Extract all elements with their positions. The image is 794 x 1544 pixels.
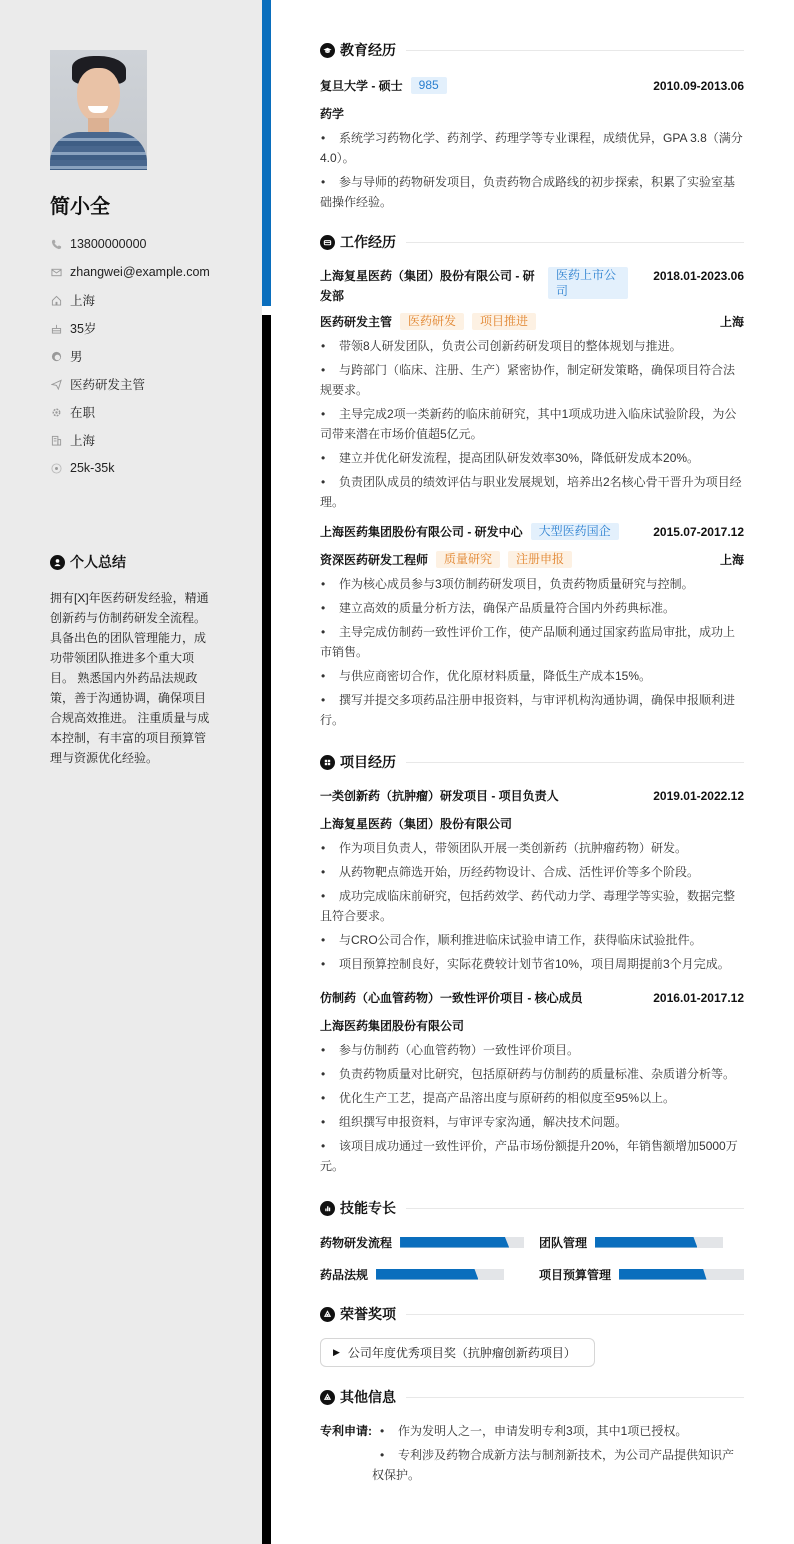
list-item: • 系统学习药物化学、药剂学、药理学等专业课程，成绩优异，GPA 3.8（满分4.0）。 [320,128,744,168]
info-city: 上海 [50,426,210,454]
home-icon [50,294,62,306]
list-item: • 负责团队成员的绩效评估与职业发展规划，培养出2名核心骨干晋升为项目经理。 [320,472,744,512]
caret-right-icon: ▶ [333,1347,340,1357]
info-salary: 25k-35k [50,454,210,482]
summary-text: 拥有[X]年医药研发经验，精通创新药与仿制药研发全流程。具备出色的团队管理能力，成功带领团队推进多个重大项目。 熟悉国内外药品法规政策，善于沟通协调，确保项目合规高效推进。 注重质量与成本控制，有丰富的项目预算管理与资源优化经验。 [50,591,210,765]
award-icon [320,1307,335,1322]
projects-heading: 项目经历 [320,750,744,774]
phone-icon [50,238,62,250]
main-content [320,38,744,1489]
company-tag: 大型医药国企 [531,523,619,540]
info-home: 上海 [50,286,210,314]
education-item [320,76,744,212]
info-phone: 13800000000 [50,230,210,258]
work-heading: 工作经历 [320,230,744,254]
skill-item: 药品法规 [320,1264,525,1284]
info-gender: 男 [50,342,210,370]
salary-icon [50,462,62,474]
skill-bar [619,1269,744,1280]
gender-icon [50,350,62,362]
role-tag: 医药研发 [400,313,464,330]
briefcase-icon [320,235,335,250]
work-item [320,522,744,730]
project-company: 上海复星医药（集团）股份有限公司 [320,817,513,831]
list-item: • 参与仿制药（心血管药物）一致性评价项目。 [320,1040,744,1060]
list-item: • 优化生产工艺，提高产品溶出度与原研药的相似度至95%以上。 [320,1088,744,1108]
education-date: 2010.09-2013.06 [653,79,744,93]
list-item: • 主导完成2项一类新药的临床前研究，其中1项成功进入临床试验阶段，为公司带来潜在市场价值超5亿元。 [320,404,744,444]
accent-bar-blue [262,0,271,306]
info-status: 在职 [50,398,210,426]
bar-chart-icon [320,1201,335,1216]
major: 药学 [320,107,345,121]
info-age: 35岁 [50,314,210,342]
work-date: 2018.01-2023.06 [653,269,744,283]
skill-bar [595,1237,723,1248]
company-name: 上海复星医药（集团）股份有限公司 - 研发部 [320,269,535,303]
list-item: • 成功完成临床前研究，包括药效学、药代动力学、毒理学等实验，数据完整且符合要求。 [320,886,744,926]
company-name: 上海医药集团股份有限公司 - 研发中心 [320,525,523,539]
role-tag: 项目推进 [472,313,536,330]
project-item [320,786,744,974]
mail-icon [50,266,62,278]
other-heading: 其他信息 [320,1385,744,1409]
user-icon [50,555,65,570]
building-icon [50,434,62,446]
school-tag: 985 [411,77,447,94]
list-item: • 从药物靶点筛选开始，历经药物设计、合成、活性评价等多个阶段。 [320,862,744,882]
avatar-photo [50,50,147,170]
list-item: • 参与导师的药物研发项目，负责药物合成路线的初步探索，积累了实验室基础操作经验。 [320,172,744,212]
grid-icon [320,755,335,770]
project-date: 2019.01-2022.12 [653,789,744,803]
work-item [320,266,744,512]
project-company: 上海医药集团股份有限公司 [320,1019,465,1033]
work-date: 2015.07-2017.12 [653,525,744,539]
list-item: • 建立高效的质量分析方法，确保产品质量符合国内外药典标准。 [320,598,744,618]
info-position: 医药研发主管 [50,370,210,398]
project-date: 2016.01-2017.12 [653,991,744,1005]
list-item: • 作为发明人之一，申请发明专利3项，其中1项已授权。 [372,1421,744,1441]
list-item: • 该项目成功通过一致性评价，产品市场份额提升20%，年销售额增加5000万元。 [320,1136,744,1176]
skills-grid [320,1232,744,1284]
award-item[interactable]: ▶ 公司年度优秀项目奖（抗肿瘤创新药项目） [320,1338,595,1367]
work-location: 上海 [719,315,744,329]
role-tag: 质量研究 [436,551,500,568]
list-item: • 与CRO公司合作，顺利推进临床试验申请工作，获得临床试验批件。 [320,930,744,950]
education-heading: 教育经历 [320,38,744,62]
role-title: 资深医药研发工程师 [320,553,429,567]
list-item: • 专利涉及药物合成新方法与制剂新技术，为公司产品提供知识产权保护。 [372,1445,744,1485]
list-item: • 作为项目负责人，带领团队开展一类创新药（抗肿瘤药物）研发。 [320,838,744,858]
profile-name: 简小全 [50,196,110,218]
skill-item: 项目预算管理 [539,1264,744,1284]
contact-info-list [50,230,210,482]
list-item: • 负责药物质量对比研究，包括原研药与仿制药的质量标准、杂质谱分析等。 [320,1064,744,1084]
role-tag: 注册申报 [508,551,572,568]
project-name: 一类创新药（抗肿瘤）研发项目 - 项目负责人 [320,789,559,803]
info-icon [320,1390,335,1405]
skill-item: 药物研发流程 [320,1232,525,1252]
list-item: • 与跨部门（临床、注册、生产）紧密协作，制定研发策略，确保项目符合法规要求。 [320,360,744,400]
list-item: • 项目预算控制良好，实际花费较计划节省10%，项目周期提前3个月完成。 [320,954,744,974]
graduation-cap-icon [320,43,335,58]
accent-bar-black [262,315,271,1544]
project-item [320,988,744,1176]
patent-info [320,1421,744,1489]
skill-bar [376,1269,504,1280]
skill-bar [400,1237,524,1248]
skills-heading: 技能专长 [320,1196,744,1220]
school-name: 复旦大学 - 硕士 [320,79,403,93]
awards-heading: 荣誉奖项 [320,1302,744,1326]
project-name: 仿制药（心血管药物）一致性评价项目 - 核心成员 [320,991,583,1005]
list-item: • 作为核心成员参与3项仿制药研发项目，负责药物质量研究与控制。 [320,574,744,594]
work-location: 上海 [719,553,744,567]
company-tag: 医药上市公司 [548,267,628,299]
patent-label: 专利申请: [320,1424,372,1438]
skill-item: 团队管理 [539,1232,744,1252]
send-icon [50,378,62,390]
list-item: • 建立并优化研发流程，提高团队研发效率30%，降低研发成本20%。 [320,448,744,468]
list-item: • 撰写并提交多项药品注册申报资料，与审评机构沟通协调，确保申报顺利进行。 [320,690,744,730]
list-item: • 带领8人研发团队，负责公司创新药研发项目的整体规划与推进。 [320,336,744,356]
summary-heading: 个人总结 [50,552,126,572]
status-icon [50,406,62,418]
info-email: zhangwei@example.com [50,258,210,286]
list-item: • 组织撰写申报资料，与审评专家沟通，解决技术问题。 [320,1112,744,1132]
role-title: 医药研发主管 [320,315,393,329]
list-item: • 主导完成仿制药一致性评价工作，使产品顺利通过国家药监局审批，成功上市销售。 [320,622,744,662]
cake-icon [50,322,62,334]
list-item: • 与供应商密切合作，优化原材料质量，降低生产成本15%。 [320,666,744,686]
